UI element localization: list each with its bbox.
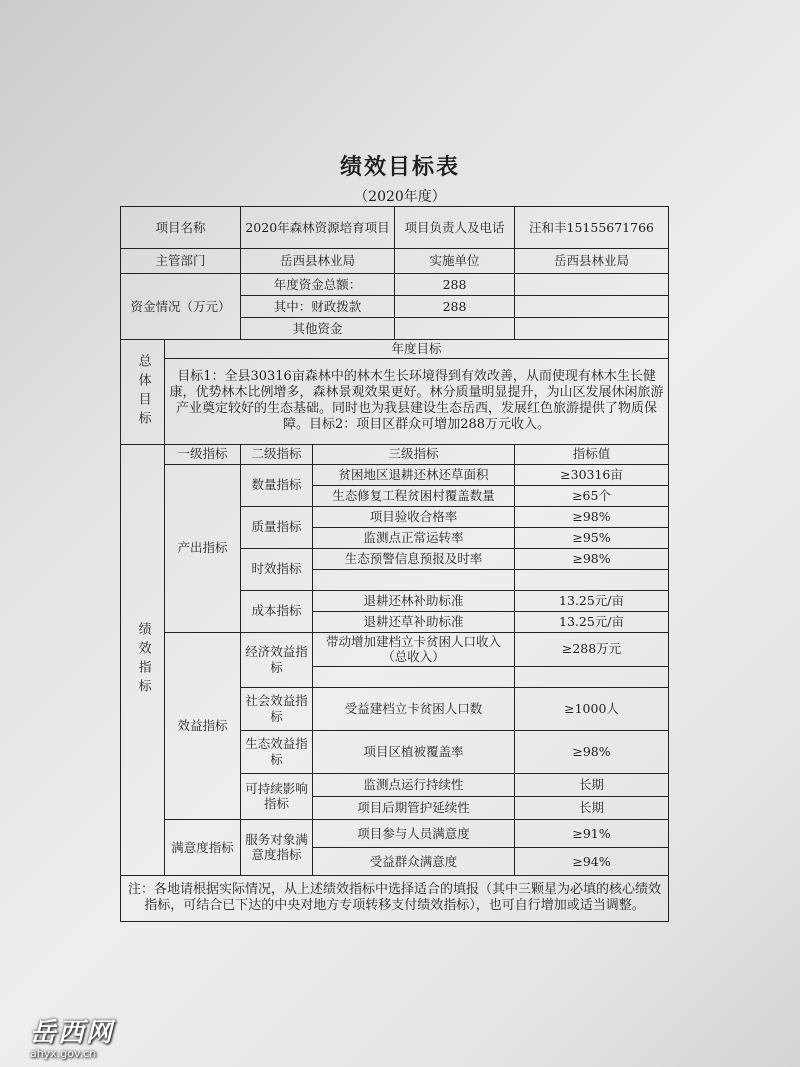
indicator-value: 13.25元/亩 (515, 611, 669, 632)
funds-other-label: 其他资金 (241, 318, 395, 340)
funds-fiscal-value: 288 (395, 296, 515, 318)
indicator-name: 项目后期管护延续性 (313, 796, 515, 819)
level2-timely: 时效指标 (241, 548, 313, 590)
indicator-name: 项目验收合格率 (313, 506, 515, 527)
funds-other-blank (515, 318, 669, 340)
funds-fiscal-blank (515, 296, 669, 318)
indicator-value: ≥65个 (515, 485, 669, 506)
level2-quality: 质量指标 (241, 506, 313, 548)
unit-value: 岳西县林业局 (515, 249, 669, 274)
indicator-value: ≥95% (515, 527, 669, 548)
level1-satisfaction: 满意度指标 (165, 819, 241, 875)
indicator-name: 生态预警信息预报及时率 (313, 548, 515, 569)
funds-other-value (395, 318, 515, 340)
project-name-label: 项目名称 (121, 207, 241, 249)
funds-total-blank (515, 274, 669, 296)
dept-value: 岳西县林业局 (241, 249, 395, 274)
level2-sustain: 可持续影响指标 (241, 773, 313, 819)
document-title: 绩效目标表 (339, 155, 460, 180)
indicator-value: ≥98% (515, 548, 669, 569)
level2-cost: 成本指标 (241, 590, 313, 632)
unit-label: 实施单位 (395, 249, 515, 274)
col-header-value: 指标值 (515, 444, 669, 464)
document-year: （2020年度） (354, 189, 446, 205)
owner-value: 汪和丰15155671766 (515, 207, 669, 249)
perf-side-label: 绩效指标 (121, 444, 165, 875)
indicator-value: 长期 (515, 796, 669, 819)
level2-quantity: 数量指标 (241, 464, 313, 506)
site-watermark (30, 1012, 114, 1060)
level1-output: 产出指标 (165, 464, 241, 632)
goals-side-label: 总体目标 (121, 340, 165, 445)
funds-total-label: 年度资金总额： (241, 274, 395, 296)
indicator-name: 受益群众满意度 (313, 847, 515, 875)
dept-label: 主管部门 (121, 249, 241, 274)
indicator-value: ≥288万元 (515, 632, 669, 666)
indicator-value: 长期 (515, 773, 669, 796)
indicator-value: ≥98% (515, 506, 669, 527)
level2-eco: 生态效益指标 (241, 730, 313, 773)
performance-table (120, 206, 669, 922)
col-header-level1: 一级指标 (165, 444, 241, 464)
indicator-value: ≥98% (515, 730, 669, 773)
indicator-value: ≥94% (515, 847, 669, 875)
level2-social: 社会效益指标 (241, 687, 313, 730)
funds-total-value: 288 (395, 274, 515, 296)
funds-fiscal-label: 其中：财政拨款 (241, 296, 395, 318)
indicator-value-blank (515, 666, 669, 687)
indicator-name: 项目区植被覆盖率 (313, 730, 515, 773)
watermark-logo: 岳西网 (30, 1018, 115, 1048)
indicator-value: ≥30316亩 (515, 464, 669, 485)
indicator-name: 退耕还林补助标准 (313, 590, 515, 611)
indicator-name: 带动增加建档立卡贫困人口收入（总收入） (313, 632, 515, 666)
indicator-name: 项目参与人员满意度 (313, 819, 515, 847)
indicator-name: 生态修复工程贫困村覆盖数量 (313, 485, 515, 506)
indicator-name-blank (313, 666, 515, 687)
goals-header: 年度目标 (165, 340, 669, 359)
indicator-value-blank (515, 569, 669, 590)
level2-econ: 经济效益指标 (241, 632, 313, 687)
project-name-value: 2020年森林资源培育项目 (241, 207, 395, 249)
indicator-name: 受益建档立卡贫困人口数 (313, 687, 515, 730)
indicator-value: 13.25元/亩 (515, 590, 669, 611)
goals-text: 目标1：全县30316亩森林中的林木生长环境得到有效改善，从而使现有林木生长健康，优势林木比例增多，森林景观效果更好。林分质量明显提升，为山区发展休闲旅游产业奠定较好的生态基础。同时也为我县建设生态岳西，发展红色旅游提供了物质保障。目标2：项目区群众可增加288万元收入。 (165, 358, 669, 444)
footnote: 注：各地请根据实际情况，从上述绩效指标中选择适合的填报（其中三颗星为必填的核心绩效指标，可结合已下达的中央对地方专项转移支付绩效指标），也可自行增加或适当调整。 (121, 875, 669, 921)
indicator-name-blank (313, 569, 515, 590)
funds-label: 资金情况（万元） (121, 274, 241, 340)
indicator-value: ≥1000人 (515, 687, 669, 730)
indicator-name: 监测点正常运转率 (313, 527, 515, 548)
owner-label: 项目负责人及电话 (395, 207, 515, 249)
level2-service: 服务对象满意度指标 (241, 819, 313, 875)
col-header-level3: 三级指标 (313, 444, 515, 464)
indicator-value: ≥91% (515, 819, 669, 847)
indicator-name: 退耕还草补助标准 (313, 611, 515, 632)
level1-benefit: 效益指标 (165, 632, 241, 819)
indicator-name: 监测点运行持续性 (313, 773, 515, 796)
indicator-name: 贫困地区退耕还林还草面积 (313, 464, 515, 485)
watermark-url: ahyx.gov.cn (30, 1047, 97, 1060)
col-header-level2: 二级指标 (241, 444, 313, 464)
